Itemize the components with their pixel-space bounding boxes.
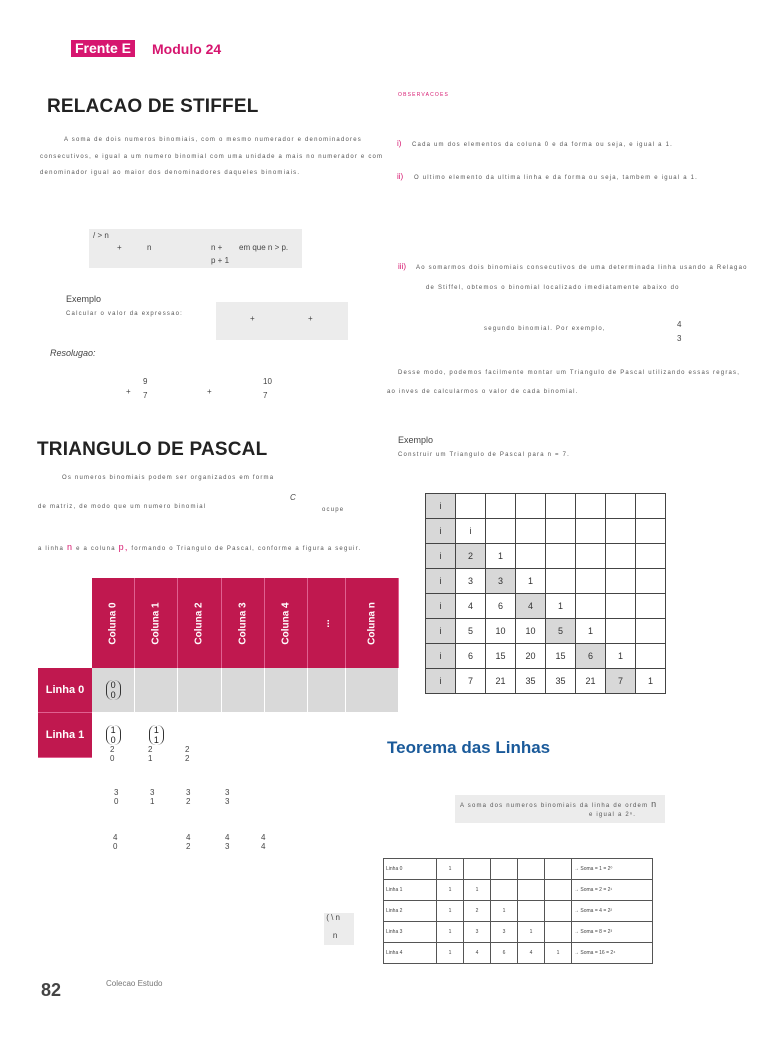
formula-condition: em que n > p. (239, 243, 289, 252)
pascal-cell: 4 (516, 594, 546, 619)
line-cell (518, 901, 545, 922)
binom-4-2: 4 2 (186, 833, 191, 851)
pascal-cell: 4 (456, 594, 486, 619)
pascal-para-1: Os numeros binomiais podem ser organizados em forma (62, 475, 275, 481)
line-cell (491, 859, 518, 880)
teorema-box (455, 795, 665, 823)
binom-2-0: 2 0 (110, 745, 115, 763)
binom-cell: 0 0 (92, 668, 135, 713)
obs-iii-val-1: 4 (677, 320, 682, 329)
stiffel-para-3: denominador igual ao maior dos denominadores daqueles binomiais. (40, 170, 301, 176)
pascal-cell: i (426, 544, 456, 569)
line-cell: 3 (464, 922, 491, 943)
binom-3-2: 3 2 (186, 788, 191, 806)
binom-2-1: 2 1 (148, 745, 153, 763)
binomial-table (38, 578, 399, 758)
footer-brand: Colecao Estudo (106, 979, 163, 988)
binom-2-2: 2 2 (185, 745, 190, 763)
pascal-cell (636, 519, 666, 544)
example-expression (216, 302, 348, 340)
pascal-cell: 6 (576, 644, 606, 669)
line-sum: → Soma = 8 = 2³ (572, 922, 653, 943)
pascal-cell (516, 519, 546, 544)
row-header: Linha 1 (38, 713, 92, 758)
line-label: Linha 3 (384, 922, 437, 943)
line-cell (545, 922, 572, 943)
pascal-cell: 3 (456, 569, 486, 594)
line-cell: 4 (464, 943, 491, 964)
resolution-label: Resolugao: (50, 348, 96, 358)
pascal-cell: i (426, 494, 456, 519)
teorema-title: Teorema das Linhas (387, 738, 551, 757)
pascal-cell (546, 494, 576, 519)
pascal-title: TRIANGULO DE PASCAL (37, 439, 268, 460)
binom-4-4: 4 4 (261, 833, 266, 851)
pascal-cell (636, 494, 666, 519)
pascal-cell (546, 569, 576, 594)
line-cell: 1 (518, 922, 545, 943)
obs-i-text: Cada um dos elementos da coluna 0 e da forma ou seja, e igual a 1. (412, 142, 673, 148)
pascal-cell (606, 519, 636, 544)
line-row (384, 880, 653, 901)
example2-text: Construir um Triangulo de Pascal para n = 7. (398, 452, 571, 458)
pascal-cell: 6 (456, 644, 486, 669)
line-cell: 1 (464, 880, 491, 901)
pascal-cell: 15 (546, 644, 576, 669)
pascal-cell (546, 519, 576, 544)
plus-sign: + (250, 314, 255, 323)
pascal-triangle-grid (425, 493, 666, 694)
line-cell: 1 (437, 943, 464, 964)
pascal-cell: 21 (576, 669, 606, 694)
plus-sign: + (207, 387, 212, 396)
pascal-cell (546, 544, 576, 569)
obs-iii-val-2: 3 (677, 334, 682, 343)
line-cell: 3 (491, 922, 518, 943)
line-label: Linha 2 (384, 901, 437, 922)
pascal-cell: 1 (636, 669, 666, 694)
pascal-cell: 5 (456, 619, 486, 644)
example2-label: Exemplo (398, 435, 434, 445)
pascal-cell: i (426, 619, 456, 644)
binom-cell: 1 0 (92, 713, 135, 758)
line-cell (518, 880, 545, 901)
obs-closing-1: Desse modo, podemos facilmente montar um Triangulo de Pascal utilizando essas regras, (398, 370, 741, 376)
pascal-cell (576, 494, 606, 519)
pascal-cell: 10 (516, 619, 546, 644)
obs-ii-text: O ultimo elemento da ultima linha e da forma ou seja, tambem e igual a 1. (414, 175, 699, 181)
pascal-cell (636, 644, 666, 669)
pascal-cell (606, 594, 636, 619)
line-cell: 1 (545, 943, 572, 964)
pascal-cell (516, 494, 546, 519)
binom-cell: 1 1 (135, 713, 178, 758)
plus-sign: + (126, 387, 131, 396)
plus-sign: + (308, 314, 313, 323)
obs-iii-text-1: Ao somarmos dois binomiais consecutivos de uma determinada linha usando a Relagao (416, 265, 748, 271)
binom-n-n: ( \ n n (324, 913, 354, 945)
line-row (384, 901, 653, 922)
pascal-cell: i (426, 594, 456, 619)
pascal-para-2: de matriz, de modo que um numero binomial (38, 504, 207, 510)
example-label: Exemplo (66, 294, 102, 304)
pascal-cell: 35 (516, 669, 546, 694)
pascal-row (426, 619, 666, 644)
binom-4-3: 4 3 (225, 833, 230, 851)
pascal-cell (486, 519, 516, 544)
stiffel-title: RELACAO DE STIFFEL (47, 96, 259, 117)
pascal-cell (606, 544, 636, 569)
pascal-cell: i (426, 669, 456, 694)
line-cell (545, 859, 572, 880)
pascal-cell: 7 (456, 669, 486, 694)
line-cell (464, 859, 491, 880)
pascal-row (426, 519, 666, 544)
pascal-cell (576, 519, 606, 544)
line-cell: 4 (518, 943, 545, 964)
pascal-cell: 21 (486, 669, 516, 694)
col-header: Coluna n (346, 578, 399, 668)
pascal-cell: 20 (516, 644, 546, 669)
line-cell (545, 901, 572, 922)
teorema-box-line-1: A soma dos numeros binomiais da linha de ordem n (460, 799, 658, 809)
res-val-2: 7 (143, 391, 148, 400)
binom-3-0: 3 0 (114, 788, 119, 806)
stiffel-para-2: consecutivos, e igual a um numero binomial com uma unidade a mais no numerador e com (40, 154, 384, 160)
pascal-cell: 35 (546, 669, 576, 694)
pascal-cell (606, 569, 636, 594)
pascal-cell: i (456, 519, 486, 544)
line-sum: → Soma = 2 = 2¹ (572, 880, 653, 901)
pascal-para-2-end: ocupe (322, 507, 345, 513)
col-header: Coluna 3 (221, 578, 264, 668)
pascal-cell (486, 494, 516, 519)
pascal-cell: 6 (486, 594, 516, 619)
obs-label: OBSERVACOES (398, 92, 450, 98)
pascal-row (426, 644, 666, 669)
pascal-cell (606, 619, 636, 644)
lines-table (383, 858, 653, 964)
formula-left: / > n (93, 231, 109, 240)
line-row (384, 859, 653, 880)
line-cell (545, 880, 572, 901)
obs-closing-2: ao inves de calcularmos o valor de cada binomial. (387, 389, 579, 395)
pascal-cell (576, 594, 606, 619)
line-sum: → Soma = 4 = 2² (572, 901, 653, 922)
plus-sign: + (117, 243, 122, 252)
pascal-para-3: a linha n e a coluna p, formando o Triangulo de Pascal, conforme a figura a seguir. (38, 542, 362, 552)
binom-4-0: 4 0 (113, 833, 118, 851)
module-tag: Frente E (71, 40, 135, 57)
pascal-cell: 3 (486, 569, 516, 594)
line-label: Linha 4 (384, 943, 437, 964)
pascal-cell: 2 (456, 544, 486, 569)
line-sum: → Soma = 16 = 2⁴ (572, 943, 653, 964)
res-val-1: 9 (143, 377, 148, 386)
pascal-cell: 1 (576, 619, 606, 644)
example-text: Calcular o valor da expressao: (66, 311, 184, 317)
line-sum: → Soma = 1 = 2⁰ (572, 859, 653, 880)
formula-mid: n (147, 243, 152, 252)
teorema-box-line-2: e igual a 2ⁿ. (589, 812, 637, 818)
binom-3-3: 3 3 (225, 788, 230, 806)
pascal-row (426, 594, 666, 619)
pascal-cell: i (426, 569, 456, 594)
pascal-cell: 15 (486, 644, 516, 669)
pascal-cell (636, 544, 666, 569)
pascal-cell: i (426, 644, 456, 669)
pascal-cell (576, 569, 606, 594)
pascal-cell: 5 (546, 619, 576, 644)
line-cell: 6 (491, 943, 518, 964)
line-row (384, 943, 653, 964)
stiffel-formula (89, 229, 302, 268)
line-cell: 1 (437, 880, 464, 901)
col-header: Coluna 1 (135, 578, 178, 668)
obs-i-num: i) (397, 139, 402, 148)
formula-bottom: p + 1 (211, 256, 230, 265)
obs-iii-num: iii) (398, 262, 406, 271)
line-cell: 1 (437, 922, 464, 943)
pascal-cell: i (426, 519, 456, 544)
pascal-cell (456, 494, 486, 519)
obs-iii-text-3: segundo binomial. Por exemplo, (484, 326, 606, 332)
binomial-c-symbol: C (290, 493, 296, 502)
col-header: ... (308, 578, 346, 668)
obs-iii-text-2: de Stiffel, obtemos o binomial localizado imediatamente abaixo do (426, 285, 680, 291)
pascal-cell (636, 569, 666, 594)
pascal-cell (516, 544, 546, 569)
col-header: Coluna 0 (92, 578, 135, 668)
row-header: Linha 0 (38, 668, 92, 713)
pascal-cell (576, 544, 606, 569)
line-cell (491, 880, 518, 901)
stiffel-para-1: A soma de dois numeros binomiais, com o mesmo numerador e denominadores (64, 137, 362, 143)
col-header: Coluna 4 (264, 578, 307, 668)
formula-right: n + (211, 243, 223, 252)
col-header: Coluna 2 (178, 578, 221, 668)
obs-ii-num: ii) (397, 172, 404, 181)
binom-3-1: 3 1 (150, 788, 155, 806)
pascal-row (426, 669, 666, 694)
pascal-cell: 1 (516, 569, 546, 594)
pascal-cell (636, 619, 666, 644)
pascal-cell: 1 (546, 594, 576, 619)
line-cell: 1 (437, 901, 464, 922)
pascal-row (426, 494, 666, 519)
line-label: Linha 0 (384, 859, 437, 880)
pascal-cell: 1 (486, 544, 516, 569)
page-number: 82 (41, 980, 62, 1000)
line-cell: 1 (491, 901, 518, 922)
pascal-cell (636, 594, 666, 619)
line-cell (518, 859, 545, 880)
pascal-cell (606, 494, 636, 519)
line-label: Linha 1 (384, 880, 437, 901)
line-row (384, 922, 653, 943)
module-title: Modulo 24 (152, 41, 222, 57)
pascal-cell: 10 (486, 619, 516, 644)
res-val-3: 10 (263, 377, 272, 386)
pascal-row (426, 544, 666, 569)
res-val-4: 7 (263, 391, 268, 400)
pascal-cell: 7 (606, 669, 636, 694)
pascal-cell: 1 (606, 644, 636, 669)
line-cell: 2 (464, 901, 491, 922)
pascal-row (426, 569, 666, 594)
line-cell: 1 (437, 859, 464, 880)
